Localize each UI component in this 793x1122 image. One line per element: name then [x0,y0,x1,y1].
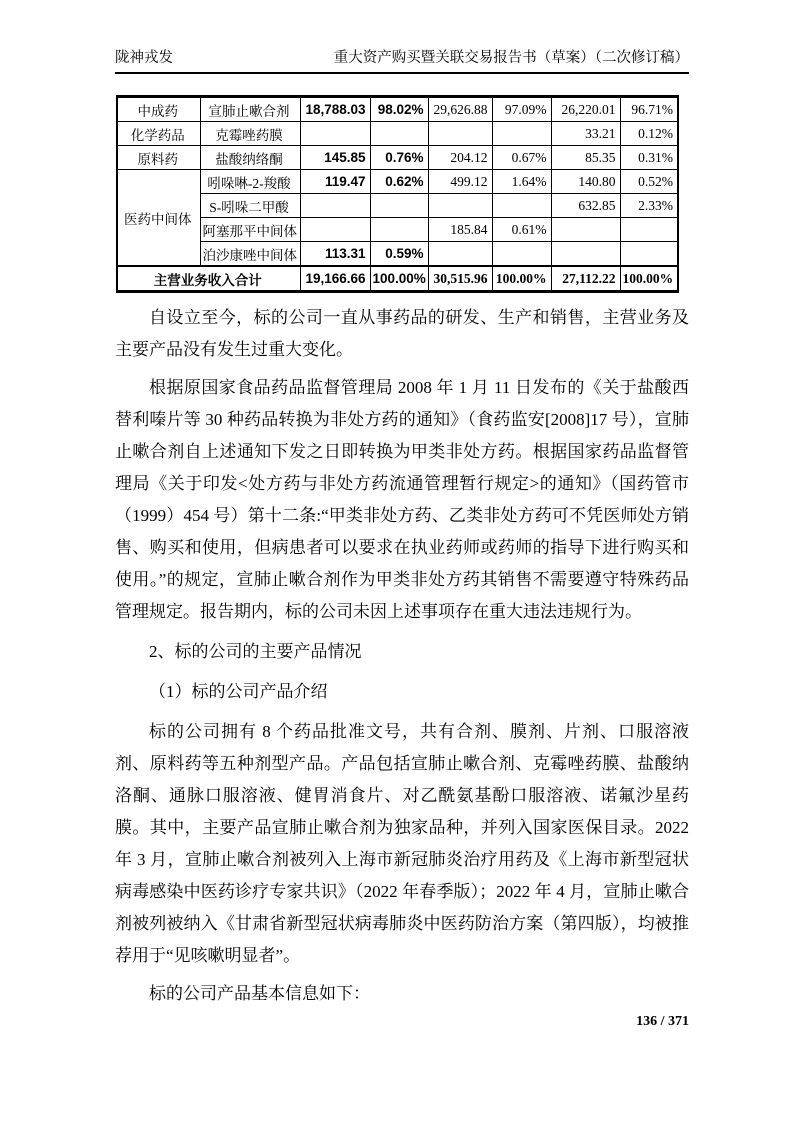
table-row [117,194,678,218]
paragraph: 自设立至今，标的公司一直从事药品的研发、生产和销售，主营业务及主要产品没有发生过重大变化。 [115,308,689,359]
table-row [117,122,678,146]
cell-ratio: 0.52% [620,170,678,194]
cell-value: 19,166.66 [300,266,370,292]
table-row [117,242,678,267]
table-row [117,170,678,194]
cell-value: 119.47 [300,170,370,194]
cell-product: 阿塞那平中间体 [200,218,300,242]
cell-product: 泊沙康唑中间体 [200,242,300,267]
cell-value: 18,788.03 [300,97,370,122]
cell-value [551,242,620,267]
cell-value: 499.12 [428,170,492,194]
cell-value: 29,626.88 [428,97,492,122]
cell-value [428,242,492,267]
cell-product: S-吲哚二甲酸 [200,194,300,218]
page-number: 136 / 371 [636,1014,689,1029]
table-total-row [117,266,678,292]
cell-ratio: 0.61% [492,218,551,242]
cell-product: 盐酸纳络酮 [200,146,300,170]
cell-value: 204.12 [428,146,492,170]
cell-value: 140.80 [551,170,620,194]
cell-value: 33.21 [551,122,620,146]
cell-ratio: 98.02% [370,97,428,122]
cell-value: 632.85 [551,194,620,218]
cell-category: 原料药 [117,146,200,170]
cell-value: 185.84 [428,218,492,242]
cell-value [300,218,370,242]
cell-value [428,194,492,218]
cell-value [551,218,620,242]
cell-category: 医药中间体 [117,170,200,267]
cell-value [428,122,492,146]
header-company: 陇神戎发 [115,50,173,66]
cell-ratio: 0.12% [620,122,678,146]
cell-value: 27,112.22 [551,266,620,292]
cell-value: 26,220.01 [551,97,620,122]
cell-value [300,122,370,146]
table-row [117,97,678,122]
cell-ratio [620,218,678,242]
cell-ratio [370,194,428,218]
cell-ratio: 0.31% [620,146,678,170]
cell-product: 吲哚啉-2-羧酸 [200,170,300,194]
header-doc-title: 重大资产购买暨关联交易报告书（草案）（二次修订稿） [333,50,689,66]
cell-ratio [370,122,428,146]
cell-ratio: 96.71% [620,97,678,122]
cell-category: 化学药品 [117,122,200,146]
cell-value: 145.85 [300,146,370,170]
cell-value: 113.31 [300,242,370,267]
cell-ratio [620,242,678,267]
table-row [117,218,678,242]
cell-value [300,194,370,218]
body-text [115,296,689,1010]
cell-ratio: 97.09% [492,97,551,122]
cell-ratio: 100.00% [492,266,551,292]
cell-ratio: 0.59% [370,242,428,267]
paragraph: 标的公司产品基本信息如下： [149,984,370,1003]
cell-total-label: 主营业务收入合计 [117,266,300,292]
table-row [117,146,678,170]
subsection-heading: （1）标的公司产品介绍 [149,682,328,701]
cell-ratio: 1.64% [492,170,551,194]
cell-ratio [492,242,551,267]
cell-product: 宣肺止嗽合剂 [200,97,300,122]
cell-ratio: 0.62% [370,170,428,194]
section-heading: 2、标的公司的主要产品情况 [149,642,362,661]
cell-value: 30,515.96 [428,266,492,292]
page-header [115,46,689,74]
cell-ratio: 2.33% [620,194,678,218]
cell-ratio: 0.67% [492,146,551,170]
paragraph: 根据原国家食品药品监督管理局 2008 年 1 月 11 日发布的《关于盐酸西替利嗪片等 30 种药品转换为非处方药的通知》（食药监安[2008]17 号），宣肺止嗽合剂自上述通知下发之日即转换为甲类非处方药。根据国家药品监督管理局《关于印发<处方药与非处方药流通管理暂行规定>的通知》（国药管市（1999）454 号）第十二条:“甲类非处方药、乙类非处方药可不凭医师处方销售、购买和使用，但病患者可以要求在执业药师或药师的指导下进行购买和使用。”的规定，宣肺止嗽合剂作为甲类非处方药其销售不需要遵守特殊药品管理规定。报告期内，标的公司未因上述事项存在重大违法违规行为。 [115,378,689,621]
cell-ratio: 100.00% [620,266,678,292]
cell-ratio [492,194,551,218]
cell-product: 克霉唑药膜 [200,122,300,146]
cell-value: 85.35 [551,146,620,170]
cell-ratio [370,218,428,242]
cell-ratio [492,122,551,146]
cell-category: 中成药 [117,97,200,122]
cell-ratio: 100.00% [370,266,428,292]
revenue-table [116,95,679,293]
paragraph: 标的公司拥有 8 个药品批准文号，共有合剂、膜剂、片剂、口服溶液剂、原料药等五种剂型产品。产品包括宣肺止嗽合剂、克霉唑药膜、盐酸纳洛酮、通脉口服溶液、健胃消食片、对乙酰氨基酚口服溶液、诺氟沙星药膜。其中，主要产品宣肺止嗽合剂为独家品种，并列入国家医保目录。2022 年 3 月，宣肺止嗽合剂被列入上海市新冠肺炎治疗用药及《上海市新型冠状病毒感染中医药诊疗专家共识》（2022 年春季版）；2022 年 4 月，宣肺止嗽合剂被列被纳入《甘肃省新型冠状病毒肺炎中医药防治方案（第四版），均被推荐用于“见咳嗽明显者”。 [115,722,689,965]
cell-ratio: 0.76% [370,146,428,170]
